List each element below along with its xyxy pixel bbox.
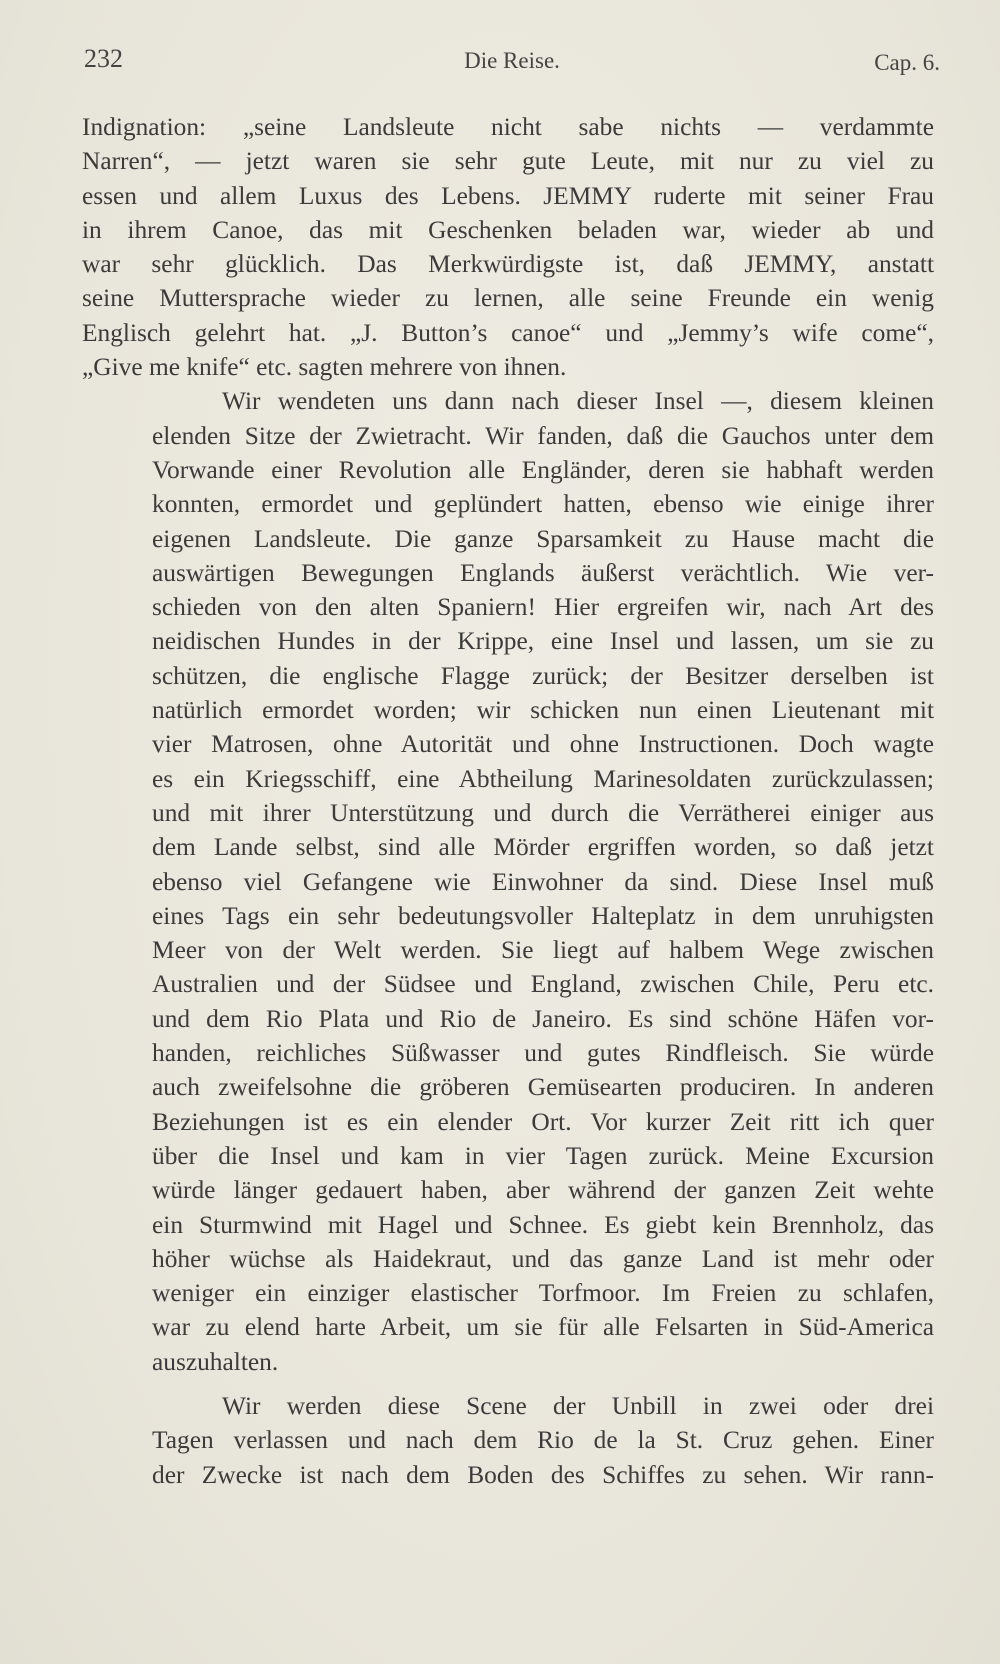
text-line: handen, reichliches Süßwasser und gutes Rindfleisch. Sie würde [152,1039,934,1068]
text-line: in ihrem Canoe, das mit Geschenken beladen war, wieder ab und [82,215,934,244]
paragraph-1 [82,110,934,384]
text-line: schieden von den alten Spaniern! Hier ergreifen wir, nach Art des [152,593,934,622]
text-line: neidischen Hundes in der Krippe, eine Insel und lassen, um sie zu [152,627,934,656]
text-line: Wir werden diese Scene der Unbill in zwei oder drei [222,1391,934,1420]
text-line: elenden Sitze der Zwietracht. Wir fanden, daß die Gauchos unter dem [152,421,934,450]
text-line: ebenso viel Gefangene wie Einwohner da sind. Diese Insel muß [152,867,934,896]
text-line: natürlich ermordet worden; wir schicken nun einen Lieutenant mit [152,696,934,725]
running-title: Die Reise. [464,48,560,73]
text-line: seine Muttersprache wieder zu lernen, alle seine Freunde ein wenig [82,284,934,313]
text-line: über die Insel und kam in vier Tagen zurück. Meine Excursion [152,1141,934,1170]
text-line: auch zweifelsohne die gröberen Gemüsearten produciren. In anderen [152,1073,934,1102]
text-line: „Give me knife“ etc. sagten mehrere von ihnen. [82,353,567,382]
text-line: Beziehungen ist es ein elender Ort. Vor kurzer Zeit ritt ich quer [152,1107,934,1136]
text-line: Vorwande einer Revolution alle Engländer, deren sie habhaft werden [152,455,934,484]
text-line: auszuhalten. [152,1347,279,1376]
text-line: Australien und der Südsee und England, zwischen Chile, Peru etc. [152,970,934,999]
text-line: vier Matrosen, ohne Autorität und ohne Instructionen. Doch wagte [152,730,934,759]
text-line: Meer von der Welt werden. Sie liegt auf halbem Wege zwischen [152,936,934,965]
paragraph-3 [82,1389,934,1492]
text-line: war zu elend harte Arbeit, um sie für alle Felsarten in Süd-America [152,1313,934,1342]
text-line: höher wüchse als Haidekraut, und das ganze Land ist mehr oder [152,1244,934,1273]
chapter-label: Cap. 6. [874,50,940,75]
text-line: Wir wendeten uns dann nach dieser Insel —, diesem kleinen [222,387,934,416]
text-line: essen und allem Luxus des Lebens. JEMMY ruderte mit seiner Frau [82,181,934,210]
page-number: 232 [84,44,123,73]
text-line: der Zwecke ist nach dem Boden des Schiffes zu sehen. Wir rann- [152,1460,934,1489]
text-line: schützen, die englische Flagge zurück; der Besitzer derselben ist [152,661,934,690]
text-line: würde länger gedauert haben, aber während der ganzen Zeit wehte [152,1176,934,1205]
text-line: Narren“, — jetzt waren sie sehr gute Leute, mit nur zu viel zu [82,147,934,176]
text-line: Indignation: „seine Landsleute nicht sabe nichts — verdammte [82,113,934,141]
text-line: konnten, ermordet und geplündert hatten, ebenso wie einige ihrer [152,490,934,519]
text-line: und dem Rio Plata und Rio de Janeiro. Es sind schöne Häfen vor- [152,1004,934,1033]
text-line: war sehr glücklich. Das Merkwürdigste ist, daß JEMMY, anstatt [82,250,934,279]
text-line: auswärtigen Bewegungen Englands äußerst verächtlich. Wie ver- [152,558,934,587]
text-line: Englisch gelehrt hat. „J. Button’s canoe“ und „Jemmy’s wife come“, [82,318,934,347]
text-line: eigenen Landsleute. Die ganze Sparsamkeit zu Hause macht die [152,524,934,553]
page-header [84,44,940,80]
paragraph-2 [82,384,934,1379]
text-line: ein Sturmwind mit Hagel und Schnee. Es giebt kein Brennholz, das [152,1210,934,1239]
text-line: und mit ihrer Unterstützung und durch die Verrätherei einiger aus [152,798,934,827]
text-line: Tagen verlassen und nach dem Rio de la St. Cruz gehen. Einer [152,1426,934,1455]
text-line: eines Tags ein sehr bedeutungsvoller Halteplatz in dem unruhigsten [152,901,934,930]
text-line: dem Lande selbst, sind alle Mörder ergriffen worden, so daß jetzt [152,833,934,862]
text-line: es ein Kriegsschiff, eine Abtheilung Marinesoldaten zurückzulassen; [152,764,934,793]
body-text [82,110,934,1492]
text-line: weniger ein einziger elastischer Torfmoor. Im Freien zu schlafen, [152,1279,934,1308]
